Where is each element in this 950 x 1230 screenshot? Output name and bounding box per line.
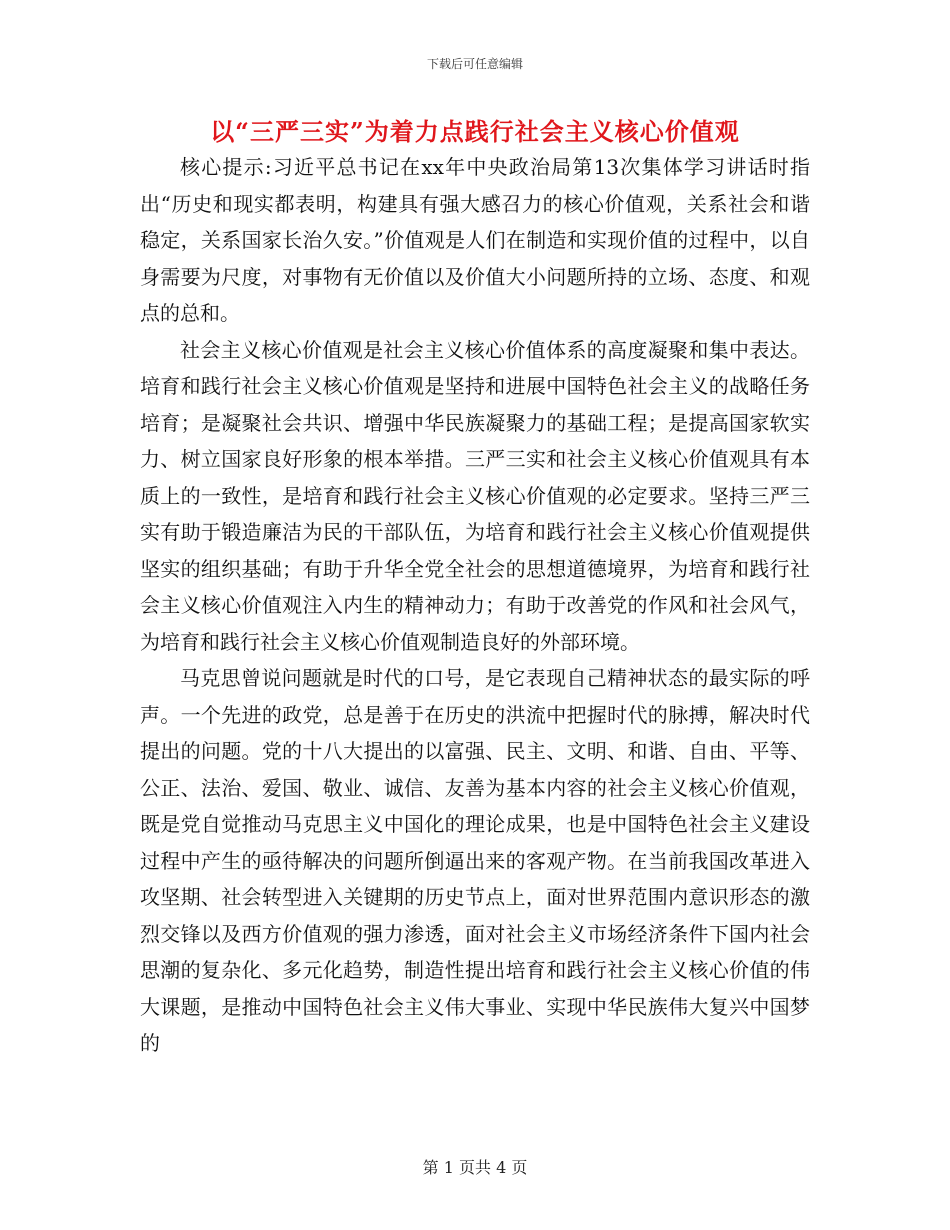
page-number: 第 1 页共 4 页 — [422, 1158, 528, 1177]
document-title: 以“三严三实”为着力点践行社会主义核心价值观 — [210, 117, 740, 146]
paragraph-2: 社会主义核心价值观是社会主义核心价值体系的高度凝聚和集中表达。培育和践行社会主义核心价值观是坚持和进展中国特色社会主义的战略任务培育；是凝聚社会共识、增强中华民族凝聚力的基础工程；是提高国家软实力、树立国家良好形象的根本举措。三严三实和社会主义核心价值观具有本质上的一致性，是培育和践行社会主义核心价值观的必定要求。坚持三严三实有助于锻造廉洁为民的干部队伍，为培育和践行社会主义核心价值观提供坚实的组织基础；有助于升华全党全社会的思想道德境界，为培育和践行社会主义核心价值观注入内生的精神动力；有助于改善党的作风和社会风气，为培育和践行社会主义核心价值观制造良好的外部环境。 — [140, 337, 810, 654]
document-body — [140, 149, 810, 1062]
header-note: 下载后可任意编辑 — [426, 57, 523, 71]
paragraph-1: 核心提示:习近平总书记在xx年中央政治局第13次集体学习讲话时指出“历史和现实都表明，构建具有强大感召力的核心价值观，关系社会和谐稳定，关系国家长治久安。”价值观是人们在制造和实现价值的过程中，以自身需要为尺度，对事物有无价值以及价值大小问题所持的立场、态度、和观点的总和。 — [140, 155, 810, 325]
paragraph-3: 马克思曾说问题就是时代的口号，是它表现自己精神状态的最实际的呼声。一个先进的政党，总是善于在历史的洪流中把握时代的脉搏，解决时代提出的问题。党的十八大提出的以富强、民主、文明、和谐、自由、平等、公正、法治、爱国、敬业、诚信、友善为基本内容的社会主义核心价值观，既是党自觉推动马克思主义中国化的理论成果，也是中国特色社会主义建设过程中产生的亟待解决的问题所倒逼出来的客观产物。在当前我国改革进入攻坚期、社会转型进入关键期的历史节点上，面对世界范围内意识形态的激烈交锋以及西方价值观的强力渗透，面对社会主义市场经济条件下国内社会思潮的复杂化、多元化趋势，制造性提出培育和践行社会主义核心价值的伟大课题，是推动中国特色社会主义伟大事业、实现中华民族伟大复兴中国梦的 — [140, 666, 810, 1055]
